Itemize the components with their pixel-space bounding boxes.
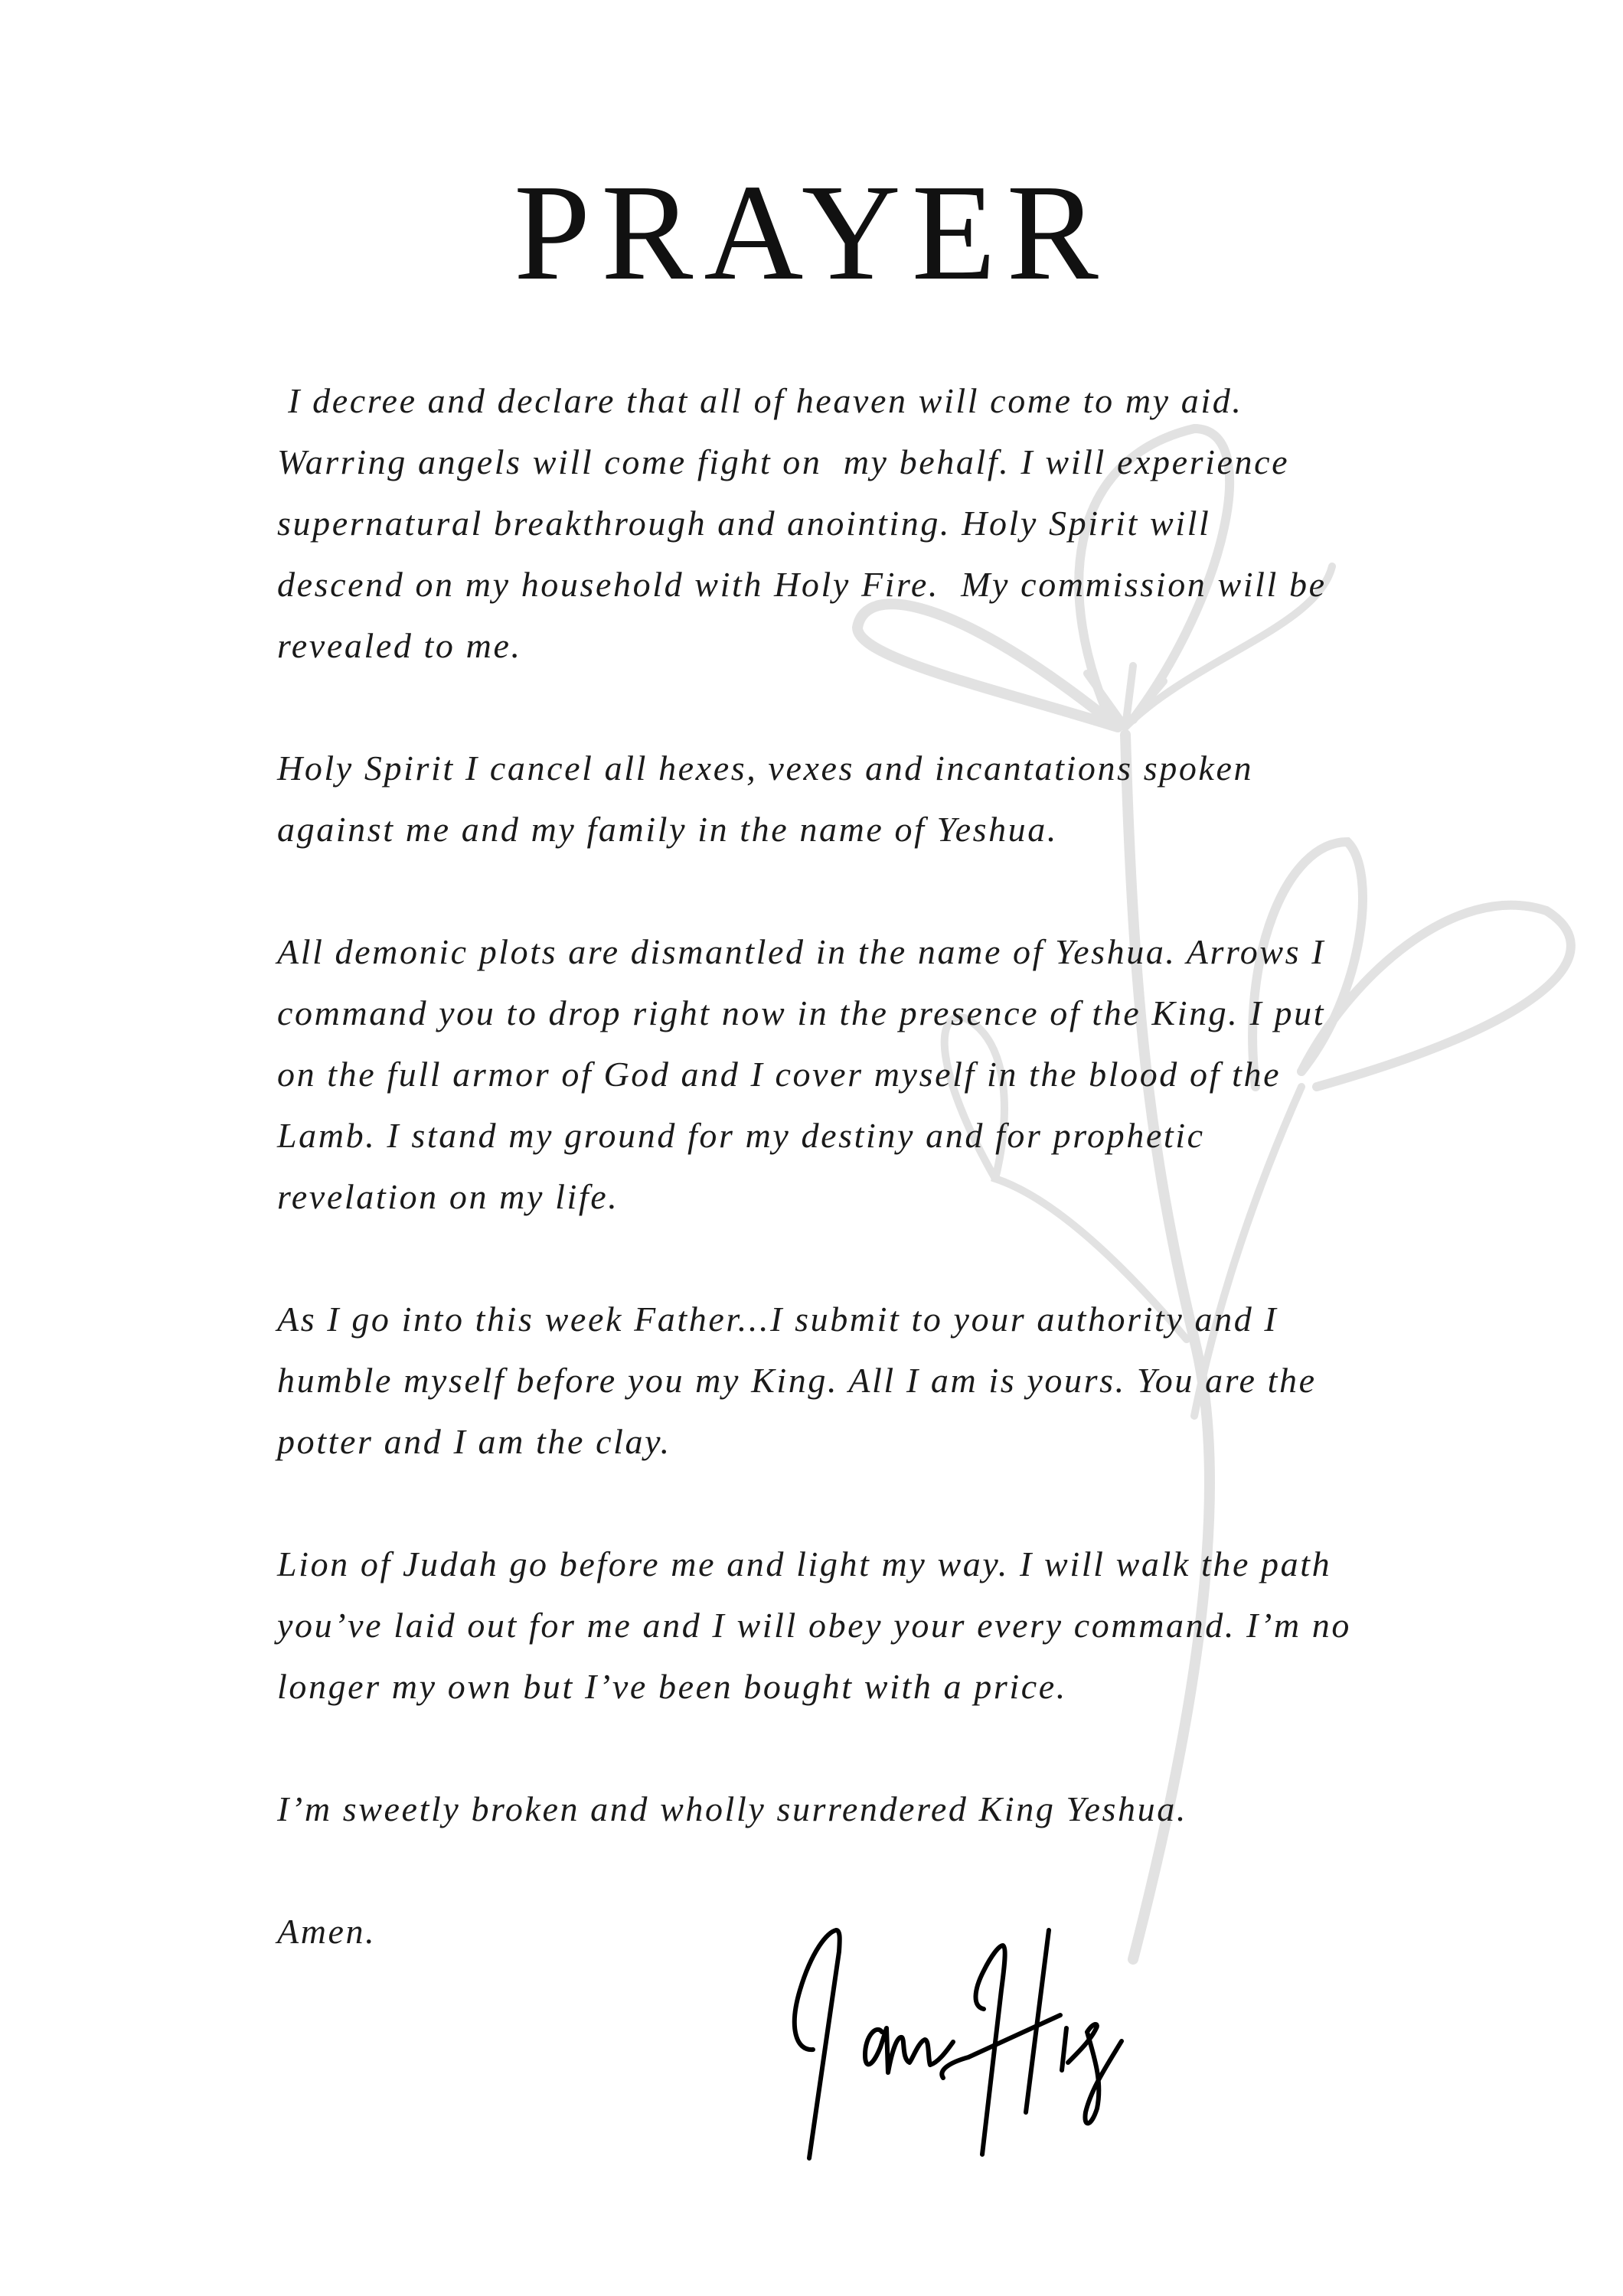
- text-line: revelation on my life.: [277, 1177, 619, 1216]
- text-line: supernatural breakthrough and anointing. Holy Spirit will: [277, 504, 1211, 543]
- text-line: potter and I am the clay.: [277, 1422, 671, 1461]
- text-line: Lion of Judah go before me and light my way. I will walk the path: [277, 1544, 1332, 1583]
- text-line: As I go into this week Father...I submit to your authority and I: [277, 1300, 1278, 1339]
- text-line: Amen.: [277, 1912, 377, 1951]
- signature-i-am-his: [766, 1875, 1378, 2219]
- text-line: command you to drop right now in the presence of the King. I put: [277, 993, 1326, 1032]
- text-line: All demonic plots are dismantled in the name of Yeshua. Arrows I: [277, 932, 1326, 971]
- text-line: I decree and declare that all of heaven will come to my aid.: [277, 381, 1243, 420]
- text-line: humble myself before you my King. All I am is yours. You are the: [277, 1361, 1317, 1400]
- paragraph: [277, 921, 1502, 1228]
- text-line: Warring angels will come fight on my behalf. I will experience: [277, 442, 1290, 481]
- text-line: on the full armor of God and I cover myself in the blood of the: [277, 1055, 1282, 1094]
- text-line: revealed to me.: [277, 626, 522, 665]
- paragraph: [277, 1779, 1502, 1840]
- paragraph: [277, 1534, 1502, 1717]
- page-title: PRAYER: [514, 156, 1109, 308]
- text-line: longer my own but I’ve been bought with a price.: [277, 1667, 1067, 1706]
- paragraph: [277, 738, 1502, 860]
- prayer-body: [277, 370, 1502, 2024]
- text-line: descend on my household with Holy Fire. My commission will be: [277, 565, 1327, 604]
- text-line: against me and my family in the name of Yeshua.: [277, 810, 1058, 849]
- text-line: I’m sweetly broken and wholly surrendered King Yeshua.: [277, 1789, 1187, 1828]
- paragraph: [277, 1289, 1502, 1473]
- paragraph: [277, 370, 1502, 677]
- text-line: Holy Spirit I cancel all hexes, vexes and incantations spoken: [277, 748, 1254, 788]
- text-line: Lamb. I stand my ground for my destiny and for prophetic: [277, 1116, 1205, 1155]
- text-line: you’ve laid out for me and I will obey your every command. I’m no: [277, 1606, 1352, 1645]
